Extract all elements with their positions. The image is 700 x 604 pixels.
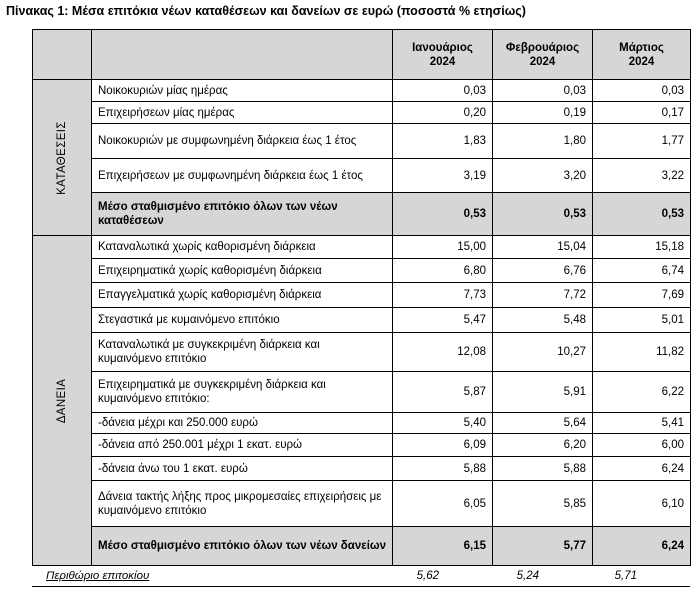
row-value: 0,53 xyxy=(493,193,593,236)
row-value: 0,17 xyxy=(593,102,691,124)
row-value: 5,85 xyxy=(493,481,593,527)
footer-divider xyxy=(32,586,690,587)
interest-margin-value: 5,62 xyxy=(416,570,439,582)
row-value: 1,77 xyxy=(593,124,691,159)
table-row xyxy=(33,124,691,159)
row-value: 5,87 xyxy=(393,372,493,413)
row-label: Καταναλωτικά χωρίς καθορισμένη διάρκεια xyxy=(92,236,393,259)
interest-margin-row xyxy=(0,568,690,586)
table-row xyxy=(33,333,691,372)
interest-margin-value: 5,24 xyxy=(516,570,539,582)
loans-average-row xyxy=(33,527,691,566)
header-corner xyxy=(33,30,92,80)
row-value: 3,20 xyxy=(493,159,593,193)
row-label: Νοικοκυριών μίας ημέρας xyxy=(92,80,393,102)
table-row xyxy=(33,308,691,333)
row-value: 6,20 xyxy=(493,434,593,457)
row-value: 6,10 xyxy=(593,481,691,527)
table-row xyxy=(33,236,691,259)
row-value: 1,83 xyxy=(393,124,493,159)
table-row xyxy=(33,80,691,102)
row-label: Στεγαστικά με κυμαινόμενο επιτόκιο xyxy=(92,308,393,333)
row-value: 5,47 xyxy=(393,308,493,333)
row-value: 5,91 xyxy=(493,372,593,413)
row-label: -δάνεια άνω του 1 εκατ. ευρώ xyxy=(92,457,393,481)
row-value: 6,24 xyxy=(593,457,691,481)
row-label: Μέσο σταθμισμένο επιτόκιο όλων των νέων δανείων xyxy=(92,527,393,566)
row-value: 15,04 xyxy=(493,236,593,259)
row-label: Επιχειρήσεων μίας ημέρας xyxy=(92,102,393,124)
row-value: 6,80 xyxy=(393,259,493,283)
row-value: 5,41 xyxy=(593,413,691,434)
table-row xyxy=(33,434,691,457)
row-value: 5,01 xyxy=(593,308,691,333)
row-value: 0,03 xyxy=(393,80,493,102)
row-value: 6,22 xyxy=(593,372,691,413)
row-label: Επιχειρηματικά με συγκεκριμένη διάρκεια και κυμαινόμενο επιτόκιο: xyxy=(92,372,393,413)
row-value: 5,40 xyxy=(393,413,493,434)
header-row xyxy=(33,30,691,80)
header-january: Ιανουάριος 2024 xyxy=(393,30,493,80)
row-value: 7,69 xyxy=(593,283,691,308)
header-february: Φεβρουάριος 2024 xyxy=(493,30,593,80)
row-label: Μέσο σταθμισμένο επιτόκιο όλων των νέων καταθέσεων xyxy=(92,193,393,236)
row-label: -δάνεια μέχρι και 250.000 ευρώ xyxy=(92,413,393,434)
row-value: 6,74 xyxy=(593,259,691,283)
rates-table xyxy=(32,29,691,566)
row-value: 7,72 xyxy=(493,283,593,308)
row-value: 15,00 xyxy=(393,236,493,259)
row-value: 6,00 xyxy=(593,434,691,457)
row-value: 3,22 xyxy=(593,159,691,193)
row-value: 7,73 xyxy=(393,283,493,308)
table-row xyxy=(33,259,691,283)
deposits-section-label: ΚΑΤΑΘΕΣΕΙΣ xyxy=(33,80,92,236)
row-value: 12,08 xyxy=(393,333,493,372)
row-value: 0,03 xyxy=(593,80,691,102)
table-row xyxy=(33,457,691,481)
row-value: 6,76 xyxy=(493,259,593,283)
row-value: 6,05 xyxy=(393,481,493,527)
interest-margin-label: Περιθώριο επιτοκίου xyxy=(46,570,150,582)
row-value: 11,82 xyxy=(593,333,691,372)
row-value: 6,09 xyxy=(393,434,493,457)
row-value: 3,19 xyxy=(393,159,493,193)
row-value: 0,20 xyxy=(393,102,493,124)
table-row xyxy=(33,413,691,434)
row-value: 5,77 xyxy=(493,527,593,566)
row-value: 1,80 xyxy=(493,124,593,159)
table-row xyxy=(33,283,691,308)
row-value: 6,15 xyxy=(393,527,493,566)
row-value: 6,24 xyxy=(593,527,691,566)
row-label: Καταναλωτικά με συγκεκριμένη διάρκεια και κυμαινόμενο επιτόκιο xyxy=(92,333,393,372)
header-blank xyxy=(92,30,393,80)
table-row xyxy=(33,159,691,193)
row-value: 0,03 xyxy=(493,80,593,102)
table-row xyxy=(33,102,691,124)
row-value: 10,27 xyxy=(493,333,593,372)
row-value: 5,88 xyxy=(493,457,593,481)
row-label: -δάνεια από 250.001 μέχρι 1 εκατ. ευρώ xyxy=(92,434,393,457)
row-value: 5,88 xyxy=(393,457,493,481)
table-row xyxy=(33,372,691,413)
row-value: 0,19 xyxy=(493,102,593,124)
row-label: Επαγγελματικά χωρίς καθορισμένη διάρκεια xyxy=(92,283,393,308)
row-label: Δάνεια τακτής λήξης προς μικρομεσαίες επιχειρήσεις με κυμαινόμενο επιτόκιο xyxy=(92,481,393,527)
row-value: 15,18 xyxy=(593,236,691,259)
deposits-average-row xyxy=(33,193,691,236)
row-value: 0,53 xyxy=(593,193,691,236)
row-label: Νοικοκυριών με συμφωνημένη διάρκεια έως 1 έτος xyxy=(92,124,393,159)
row-value: 0,53 xyxy=(393,193,493,236)
row-label: Επιχειρηματικά χωρίς καθορισμένη διάρκεια xyxy=(92,259,393,283)
table-row xyxy=(33,481,691,527)
loans-section-label: ΔΑΝΕΙΑ xyxy=(33,236,92,566)
interest-margin-value: 5,71 xyxy=(614,570,637,582)
row-value: 5,48 xyxy=(493,308,593,333)
header-march: Μάρτιος 2024 xyxy=(593,30,691,80)
table-title: Πίνακας 1: Μέσα επιτόκια νέων καταθέσεων και δανείων σε ευρώ (ποσοστά % ετησίως) xyxy=(6,4,526,18)
row-value: 5,64 xyxy=(493,413,593,434)
row-label: Επιχειρήσεων με συμφωνημένη διάρκεια έως 1 έτος xyxy=(92,159,393,193)
